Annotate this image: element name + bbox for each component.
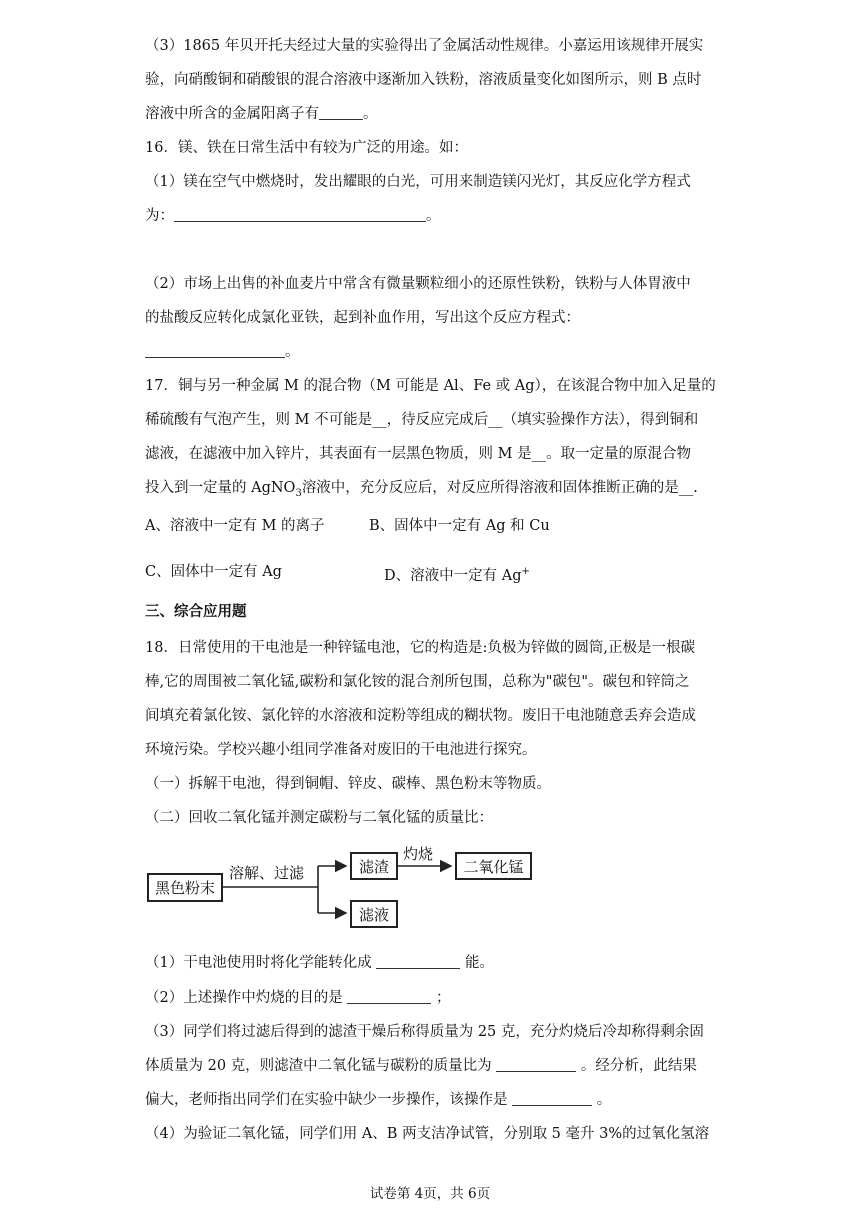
q18-line-2: 棒,它的周围被二氧化锰,碳粉和氯化铵的混合剂所包围，总称为"碳包"。碳包和锌筒之	[145, 674, 690, 690]
q17-line-1: 17．铜与另一种金属 M 的混合物（M 可能是 Al、Fe 或 Ag），在该混合物中加入足量的	[145, 378, 716, 394]
q17-line-3: 滤液，在滤液中加入锌片，其表面有一层黑色物质，则 M 是__。取一定量的原混合物	[145, 446, 692, 462]
q15-3-line-2: 验，向硝酸铜和硝酸银的混合溶液中逐渐加入铁粉，溶液质量变化如图所示，则 B 点时	[145, 72, 702, 88]
q16-2-line-3: 。	[145, 342, 300, 362]
q16-stem: 16．镁、铁在日常生活中有较为广泛的用途。如：	[145, 140, 468, 156]
ignite-label: 灼烧	[403, 845, 434, 863]
q18-part-1: （一）拆解干电池，得到铜帽、锌皮、碳棒、黑色粉末等物质。	[145, 776, 551, 792]
option-d[interactable]: D、溶液中一定有 Ag+	[384, 566, 530, 584]
answer-blank[interactable]	[347, 989, 431, 1004]
answer-blank[interactable]	[512, 1091, 592, 1106]
q18-q3-line-1: （3）同学们将过滤后得到的滤渣干燥后称得质量为 25 克，充分灼烧后冷却称得剩余固	[145, 1024, 704, 1040]
page-footer: 试卷第 4页，共 6页	[369, 1186, 491, 1202]
section-heading: 三、综合应用题	[145, 604, 247, 620]
q18-line-1: 18．日常使用的干电池是一种锌锰电池，它的构造是:负极为锌做的圆筒,正极是一根碳	[145, 640, 695, 656]
residue-box: 滤渣	[350, 852, 398, 880]
q18-line-3: 间填充着氯化铵、氯化锌的水溶液和淀粉等组成的糊状物。废旧干电池随意丢弃会造成	[145, 708, 696, 724]
dissolve-filter-label: 溶解、过滤	[229, 864, 305, 882]
q16-2-line-2: 的盐酸反应转化成氯化亚铁，起到补血作用，写出这个反应方程式：	[145, 310, 580, 326]
filtrate-box: 滤液	[350, 900, 398, 928]
answer-blank[interactable]	[376, 954, 460, 969]
black-powder-box: 黑色粉末	[147, 873, 223, 902]
q16-1-line-1: （1）镁在空气中燃烧时，发出耀眼的白光，可用来制造镁闪光灯，其反应化学方程式	[145, 174, 691, 190]
q18-q2: （2）上述操作中灼烧的目的是 ；	[145, 990, 451, 1006]
option-b[interactable]: B、固体中一定有 Ag 和 Cu	[369, 518, 550, 534]
q18-q3-line-2: 体质量为 20 克，则滤渣中二氧化锰与碳粉的质量比为 。经分析，此结果	[145, 1058, 697, 1074]
manganese-dioxide-box: 二氧化锰	[455, 852, 532, 880]
q18-part-2: （二）回收二氧化锰并测定碳粉与二氧化锰的质量比：	[145, 810, 493, 826]
option-c[interactable]: C、固体中一定有 Ag	[145, 564, 282, 580]
q16-1-line-2: 为： 。	[145, 208, 441, 224]
q18-q4-line-1: （4）为验证二氧化锰，同学们用 A、B 两支洁净试管，分别取 5 毫升 3%的过氧化氢溶	[145, 1126, 710, 1142]
option-a[interactable]: A、溶液中一定有 M 的离子	[145, 518, 325, 534]
q17-line-2: 稀硫酸有气泡产生，则 M 不可能是__，待反应完成后__（填实验操作方法），得到铜和	[145, 412, 699, 428]
q15-3-line-3: 溶液中所含的金属阳离子有 。	[145, 106, 378, 122]
q18-q3-line-3: 偏大，老师指出同学们在实验中缺少一步操作，该操作是 。	[145, 1092, 612, 1108]
q15-3-line-1: （3）1865 年贝开托夫经过大量的实验得出了金属活动性规律。小嘉运用该规律开展实	[145, 38, 704, 54]
q16-2-line-1: （2）市场上出售的补血麦片中常含有微量颗粒细小的还原性铁粉，铁粉与人体胃液中	[145, 276, 691, 292]
q17-line-4: 投入到一定量的 AgNO$_3$溶液中，充分反应后，对反应所得溶液和固体推断正确的是__.	[145, 480, 698, 499]
q18-line-4: 环境污染。学校兴趣小组同学准备对废旧的干电池进行探究。	[145, 742, 537, 758]
answer-blank[interactable]	[496, 1057, 576, 1072]
q18-q1: （1）干电池使用时将化学能转化成 能。	[145, 955, 494, 971]
